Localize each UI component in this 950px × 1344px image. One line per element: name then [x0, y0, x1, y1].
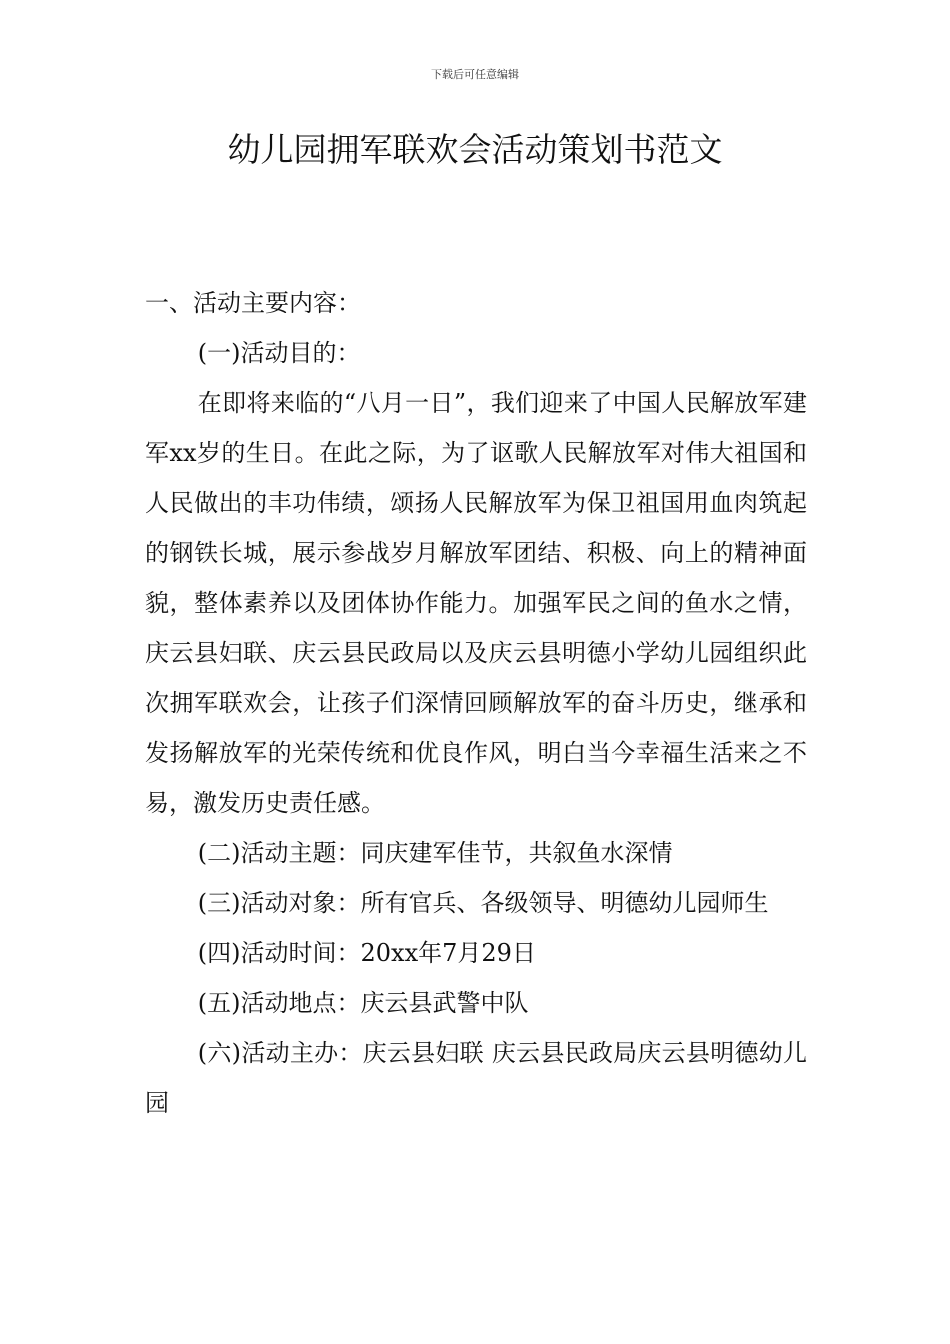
activity-location-line: (五)活动地点：庆云县武警中队	[197, 989, 529, 1017]
subsection-heading-purpose: (一)活动目的：	[197, 339, 361, 367]
activity-audience-line: (三)活动对象：所有官兵、各级领导、明德幼儿园师生	[197, 889, 769, 917]
header-note: 下载后可任意编辑	[431, 68, 519, 81]
activity-organizer-line: (六)活动主办：庆云县妇联 庆云县民政局庆云县明德幼儿园	[145, 1039, 807, 1117]
section-heading-main-content: 一、活动主要内容：	[145, 289, 361, 317]
activity-time-line: (四)活动时间：20xx年7月29日	[197, 939, 536, 967]
document-body	[145, 278, 807, 1128]
purpose-paragraph: 在即将来临的“八月一日”，我们迎来了中国人民解放军建军xx岁的生日。在此之际，为了讴歌人民解放军对伟大祖国和人民做出的丰功伟绩，颂扬人民解放军为保卫祖国用血肉筑起的钢铁长城，展示参战岁月解放军团结、积极、向上的精神面貌，整体素养以及团体协作能力。加强军民之间的鱼水之情，庆云县妇联、庆云县民政局以及庆云县明德小学幼儿园组织此次拥军联欢会，让孩子们深情回顾解放军的奋斗历史，继承和发扬解放军的光荣传统和优良作风，明白当今幸福生活来之不易，激发历史责任感。	[145, 389, 807, 817]
document-title: 幼儿园拥军联欢会活动策划书范文	[227, 130, 723, 169]
activity-theme-line: (二)活动主题：同庆建军佳节，共叙鱼水深情	[197, 839, 673, 867]
